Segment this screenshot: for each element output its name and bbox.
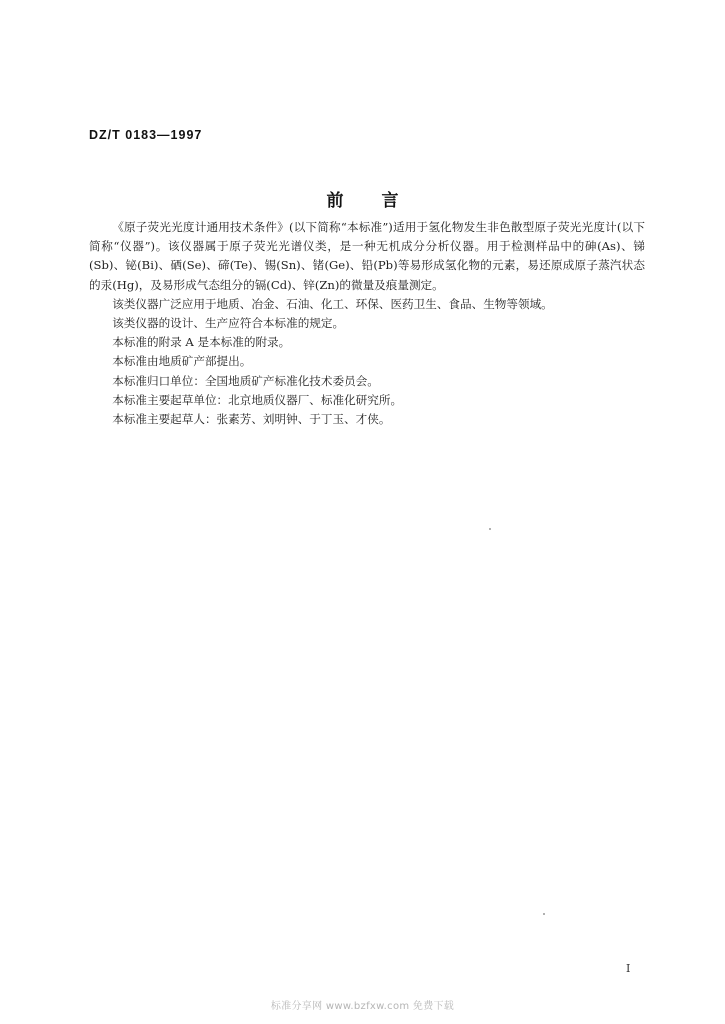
paragraph-responsible-unit: 本标准归口单位：全国地质矿产标准化技术委员会。 (112, 373, 379, 388)
paragraph-design: 该类仪器的设计、生产应符合本标准的规定。 (112, 316, 345, 331)
paragraph-applications: 该类仪器广泛应用于地质、冶金、石油、化工、环保、医药卫生、食品、生物等领域。 (112, 296, 553, 311)
foreword-body (89, 218, 645, 429)
page-title: 前言 (326, 191, 437, 211)
paragraph-proposer: 本标准由地质矿产部提出。 (112, 354, 252, 369)
paragraph-appendix: 本标准的附录 A 是本标准的附录。 (112, 335, 291, 350)
scan-speck (543, 913, 545, 915)
watermark-footer: 标准分享网 www.bzfxw.com 免费下载 (270, 1001, 455, 1012)
paragraph-scope: 《原子荧光光度计通用技术条件》(以下简称“本标准”)适用于氢化物发生非色散型原子荧光光度计(以下简称“仪器”)。该仪器属于原子荧光光谱仪类，是一种无机成分分析仪器。用于检测样品中的砷(As)、锑(Sb)、铋(Bi)、硒(Se)、碲(Te)、锡(Sn)、锗(Ge)、铅(Pb)等易形成氢化物的元素，易还原成原子蒸汽状态的汞(Hg)，及易形成气态组分的镉(Cd)、锌(Zn)的微量及痕量测定。 (89, 220, 645, 292)
paragraph-drafters: 本标准主要起草人：张素芳、刘明钟、于丁玉、才侠。 (112, 412, 391, 427)
page-number: I (626, 962, 631, 975)
standard-code: DZ/T 0183—1997 (89, 128, 203, 142)
scan-speck (489, 528, 491, 530)
paragraph-drafting-units: 本标准主要起草单位：北京地质仪器厂、标准化研究所。 (112, 392, 403, 407)
